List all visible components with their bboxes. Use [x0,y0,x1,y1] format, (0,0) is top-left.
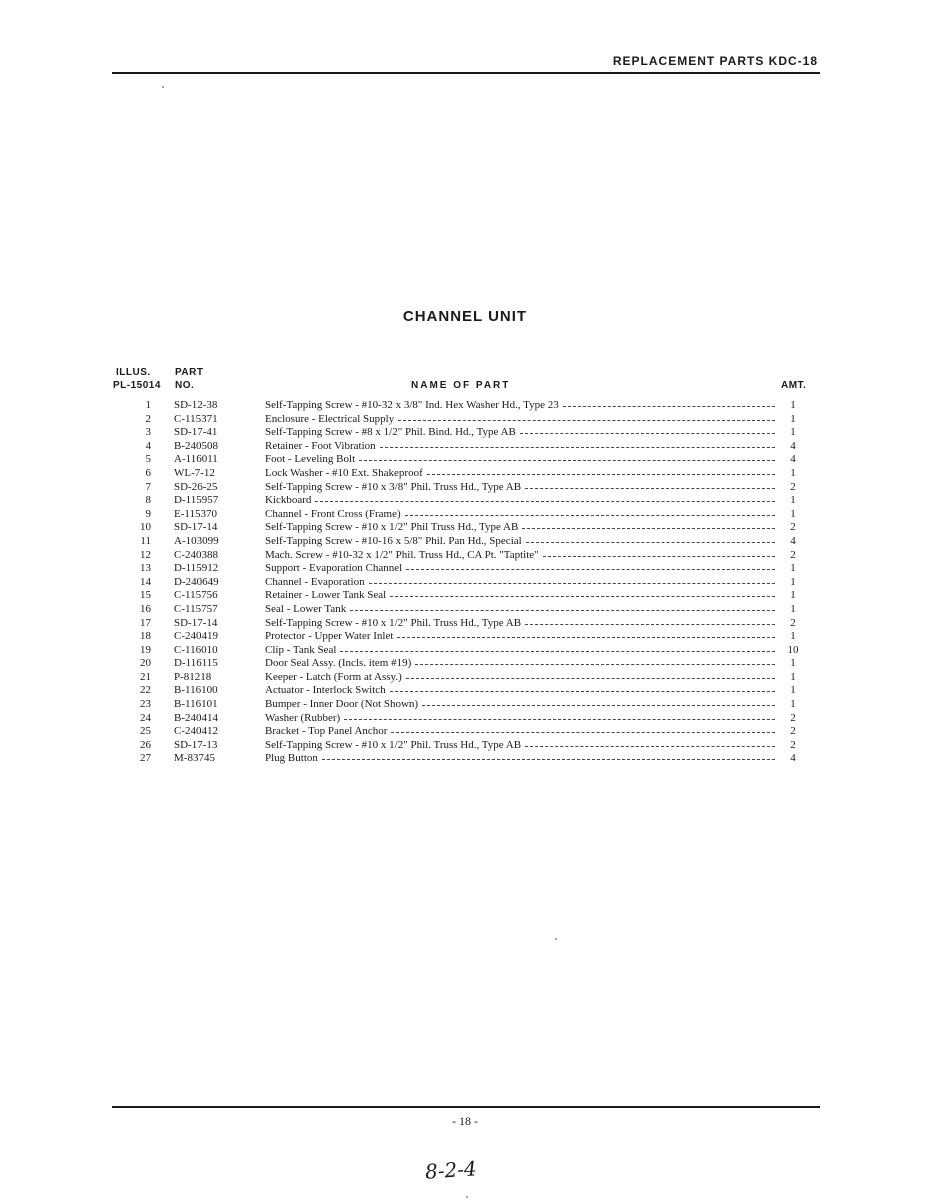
part-number: C-115756 [174,589,218,602]
table-row [0,617,943,631]
part-name-text: Self-Tapping Screw - #10-32 x 3/8" Ind. Hex Washer Hd., Type 23 [265,399,559,411]
leader-dashes [390,589,775,597]
column-header-illus: ILLUS. [116,367,151,378]
table-row [0,535,943,549]
table-row [0,589,943,603]
item-number: 15 [140,589,151,602]
part-name [265,752,775,766]
scan-speck [466,1196,468,1198]
item-number: 20 [140,657,151,670]
part-name-text: Self-Tapping Screw - #10 x 3/8" Phil. Truss Hd., Type AB [265,480,522,493]
leader-dashes [405,508,775,516]
leader-dashes [406,562,775,570]
table-row [0,413,943,427]
amount: 4 [790,453,796,466]
amount: 1 [790,670,796,683]
item-number: 10 [140,521,151,534]
leader-dashes [350,603,775,611]
part-number: B-116101 [174,698,218,711]
leader-dashes [397,630,775,638]
table-row [0,426,943,440]
amount: 1 [790,698,796,711]
part-name-text: Clip - Tank Seal [265,643,337,656]
item-number: 4 [145,439,151,452]
part-name [265,481,775,495]
part-name-text: Washer (Rubber) [265,711,341,724]
amount: 2 [790,738,796,751]
leader-dashes [359,453,775,461]
column-header-name: NAME OF PART [411,380,511,391]
column-header-amt: AMT. [781,380,807,391]
item-number: 24 [140,711,151,724]
part-number: D-115912 [174,562,219,575]
table-row [0,684,943,698]
part-number: B-240414 [174,711,218,724]
part-name [265,644,775,658]
part-name [265,630,775,644]
amount: 2 [790,725,796,738]
part-name-text: Self-Tapping Screw - #10 x 1/2" Phil Truss Hd., Type AB [265,521,519,534]
leader-dashes [415,657,775,665]
amount: 1 [790,657,796,670]
part-name-text: Self-Tapping Screw - #10 x 1/2" Phil. Truss Hd., Type AB [265,738,522,751]
part-name-text: Keeper - Latch (Form at Assy.) [265,670,402,683]
amount: 1 [790,602,796,615]
part-name-text: Support - Evaporation Channel [265,562,403,575]
part-number: M-83745 [174,752,215,765]
part-number: D-116115 [174,657,218,670]
table-row [0,752,943,766]
part-number: A-103099 [174,534,219,547]
part-name [265,617,775,631]
amount: 4 [790,534,796,547]
header-rule [112,72,820,74]
item-number: 16 [140,602,151,615]
table-row [0,657,943,671]
leader-dashes [406,671,775,679]
column-header-plate: PL-15014 [113,380,161,391]
table-row [0,549,943,563]
table-row [0,630,943,644]
part-number: C-240419 [174,630,218,643]
part-name [265,657,775,671]
leader-dashes [390,684,775,692]
part-number: C-240388 [174,548,218,561]
part-number: A-116011 [174,453,218,466]
amount: 2 [790,616,796,629]
part-name-text: Seal - Lower Tank [265,602,347,615]
leader-dashes [525,739,775,747]
part-name-text: Protector - Upper Water Inlet [265,630,394,643]
part-number: D-240649 [174,575,219,588]
leader-dashes [525,617,775,625]
parts-list [0,399,943,766]
item-number: 13 [140,562,151,575]
amount: 4 [790,439,796,452]
amount: 1 [790,412,796,425]
part-name-text: Bumper - Inner Door (Not Shown) [265,698,419,711]
leader-dashes [543,549,775,557]
leader-dashes [344,712,775,720]
part-number: SD-17-13 [174,738,218,751]
table-row [0,739,943,753]
amount: 1 [790,589,796,602]
part-number: WL-7-12 [174,466,215,479]
amount: 2 [790,480,796,493]
item-number: 2 [145,412,151,425]
part-name [265,413,775,427]
item-number: 5 [145,453,151,466]
part-name [265,549,775,563]
amount: 2 [790,711,796,724]
amount: 1 [790,399,796,411]
item-number: 27 [140,752,151,765]
section-title: CHANNEL UNIT [402,308,528,325]
table-row [0,644,943,658]
amount: 1 [790,507,796,520]
part-number: SD-17-41 [174,426,218,439]
part-name [265,589,775,603]
part-name-text: Lock Washer - #10 Ext. Shakeproof [265,466,423,479]
amount: 1 [790,684,796,697]
item-number: 1 [145,399,151,411]
page-header-title: REPLACEMENT PARTS KDC-18 [612,54,818,68]
leader-dashes [380,440,775,448]
part-name [265,562,775,576]
part-name [265,739,775,753]
leader-dashes [525,481,775,489]
item-number: 3 [145,426,151,439]
part-number: P-81218 [174,670,212,683]
part-name [265,426,775,440]
part-name-text: Channel - Front Cross (Frame) [265,507,401,520]
table-row [0,725,943,739]
item-number: 21 [140,670,151,683]
part-number: SD-26-25 [174,480,218,493]
part-name [265,725,775,739]
item-number: 17 [140,616,151,629]
column-header-part: PART [175,367,204,378]
table-row [0,467,943,481]
amount: 1 [790,575,796,588]
part-name [265,712,775,726]
part-name [265,467,775,481]
part-number: SD-17-14 [174,616,218,629]
part-name-text: Channel - Evaporation [265,575,365,588]
table-row [0,603,943,617]
table-row [0,698,943,712]
amount: 1 [790,562,796,575]
handwritten-note: 8-2-4 [424,1156,478,1184]
amount: 1 [790,466,796,479]
leader-dashes [522,521,775,529]
item-number: 9 [145,507,151,520]
amount: 1 [790,426,796,439]
part-name-text: Self-Tapping Screw - #10 x 1/2" Phil. Truss Hd., Type AB [265,616,522,629]
item-number: 26 [140,738,151,751]
part-name [265,671,775,685]
part-name-text: Actuator - Interlock Switch [265,684,386,697]
part-name [265,698,775,712]
item-number: 12 [140,548,151,561]
leader-dashes [427,467,775,475]
item-number: 25 [140,725,151,738]
table-row [0,440,943,454]
leader-dashes [422,698,775,706]
item-number: 7 [145,480,151,493]
part-name-text: Mach. Screw - #10-32 x 1/2" Phil. Truss Hd., CA Pt. "Taptite" [265,548,539,561]
part-name-text: Retainer - Lower Tank Seal [265,589,387,602]
part-number: C-116010 [174,643,218,656]
leader-dashes [563,399,775,407]
part-name-text: Kickboard [265,494,312,507]
item-number: 19 [140,643,151,656]
item-number: 18 [140,630,151,643]
leader-dashes [340,644,775,652]
leader-dashes [526,535,775,543]
page-number: - 18 - [452,1114,478,1128]
leader-dashes [391,725,775,733]
part-name [265,535,775,549]
item-number: 11 [140,534,151,547]
amount: 4 [790,752,796,765]
part-name [265,508,775,522]
part-name-text: Bracket - Top Panel Anchor [265,725,388,738]
part-name [265,399,775,413]
part-number: E-115370 [174,507,217,520]
table-row [0,508,943,522]
item-number: 8 [145,494,151,507]
item-number: 14 [140,575,151,588]
part-name-text: Foot - Leveling Bolt [265,453,356,466]
table-row [0,481,943,495]
table-row [0,399,943,413]
amount: 1 [790,494,796,507]
part-number: D-115957 [174,494,219,507]
amount: 2 [790,521,796,534]
amount: 2 [790,548,796,561]
part-name [265,521,775,535]
part-name [265,576,775,590]
leader-dashes [520,426,775,434]
table-row [0,494,943,508]
item-number: 22 [140,684,151,697]
footer-rule [112,1106,820,1108]
part-number: C-115371 [174,412,218,425]
table-row [0,576,943,590]
part-number: C-240412 [174,725,218,738]
part-name [265,440,775,454]
part-number: C-115757 [174,602,218,615]
part-name-text: Retainer - Foot Vibration [265,439,376,452]
table-row [0,562,943,576]
part-number: SD-17-14 [174,521,218,534]
item-number: 23 [140,698,151,711]
scan-speck [162,86,164,88]
table-row [0,453,943,467]
leader-dashes [398,413,775,421]
part-name-text: Door Seal Assy. (Incls. item #19) [265,657,412,670]
amount: 1 [790,630,796,643]
scan-speck [555,938,557,940]
item-number: 6 [145,466,151,479]
amount: 10 [787,643,799,656]
part-name [265,494,775,508]
table-row [0,712,943,726]
part-number: B-116100 [174,684,218,697]
part-name [265,603,775,617]
part-name-text: Plug Button [265,752,318,765]
part-name-text: Self-Tapping Screw - #10-16 x 5/8" Phil. Pan Hd., Special [265,534,522,547]
part-number: B-240508 [174,439,218,452]
part-name-text: Self-Tapping Screw - #8 x 1/2" Phil. Bind. Hd., Type AB [265,426,516,439]
part-name [265,453,775,467]
table-row [0,671,943,685]
leader-dashes [369,576,775,584]
table-row [0,521,943,535]
part-number: SD-12-38 [174,399,218,411]
leader-dashes [322,752,775,760]
leader-dashes [315,494,775,502]
column-header-no: NO. [175,380,195,391]
part-name [265,684,775,698]
part-name-text: Enclosure - Electrical Supply [265,412,395,425]
